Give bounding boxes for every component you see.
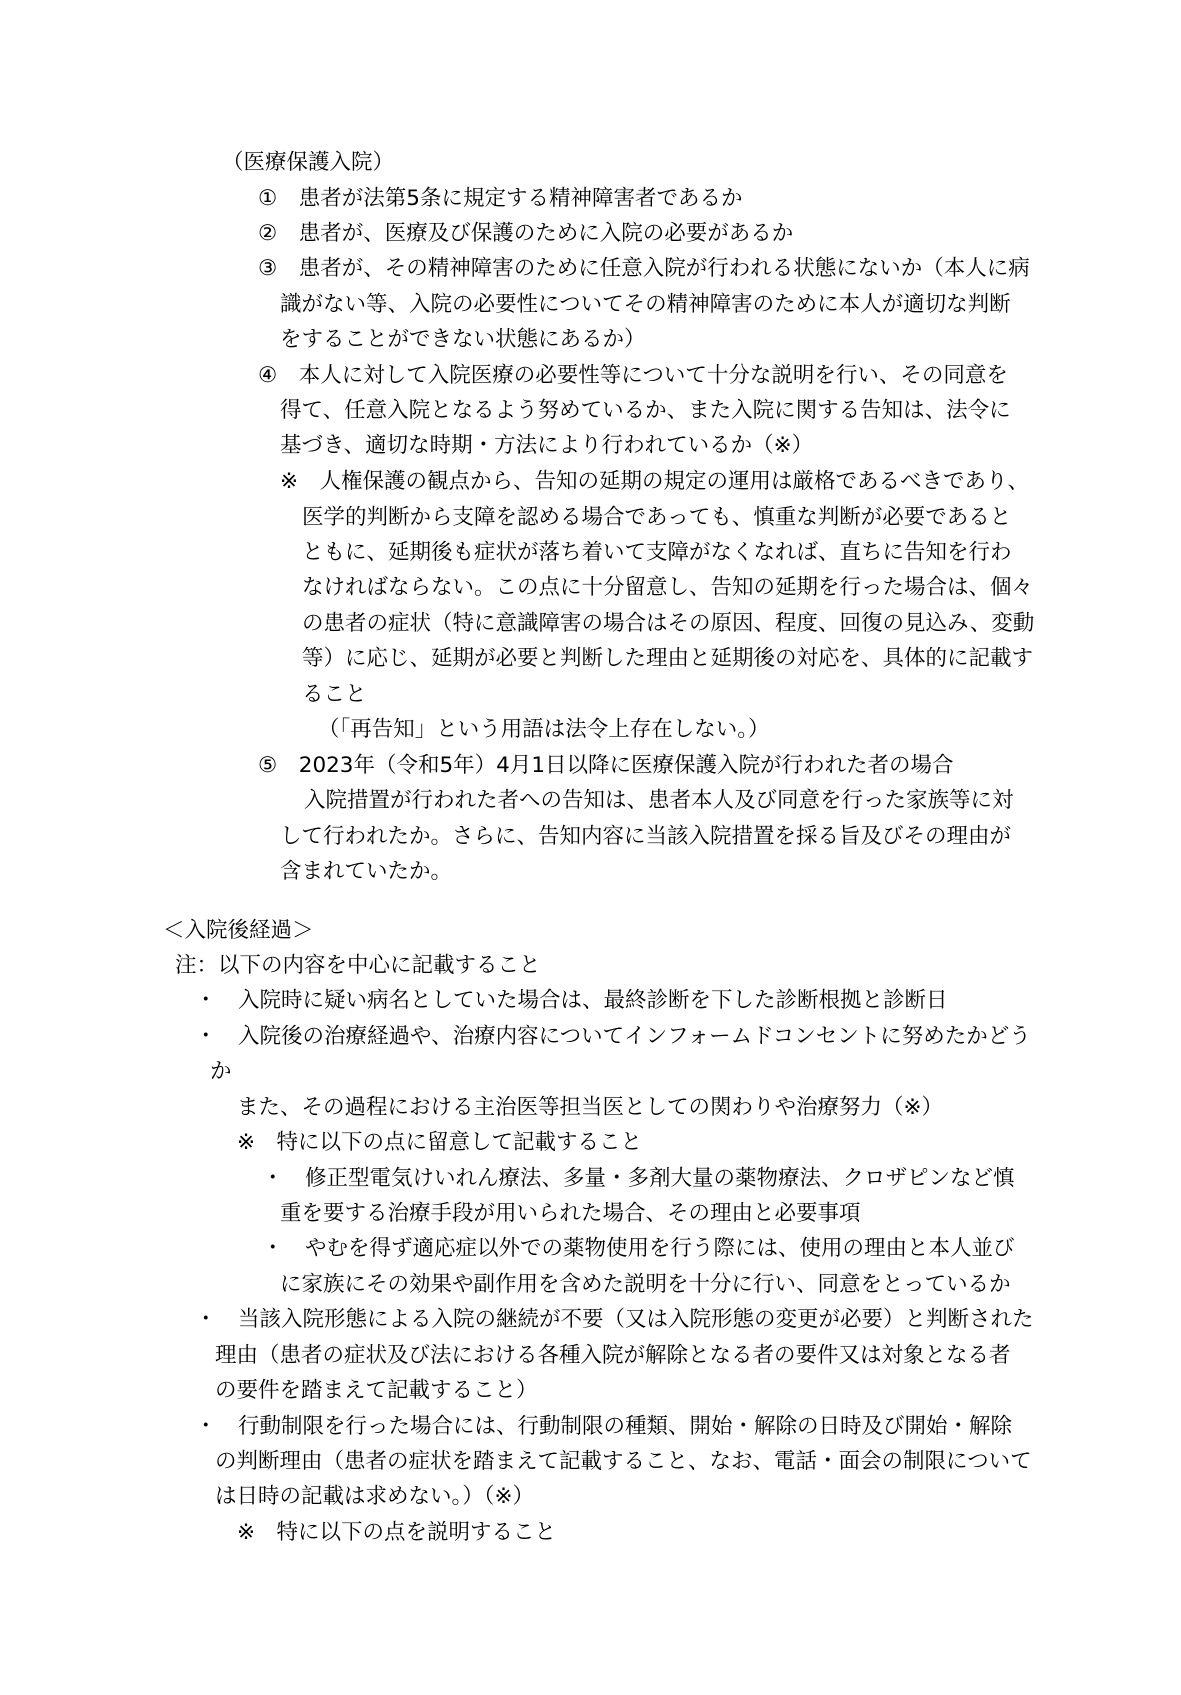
- note: ※ 人権保護の観点から、告知の延期の規定の運用は厳格であるべきであり、: [280, 469, 1030, 494]
- criteria-item-5-body: して行われたか。さらに、告知内容に当該入院措置を採る旨及びその理由が: [280, 824, 1012, 849]
- note-cont: 等）に応じ、延期が必要と判断した理由と延期後の対応を、具体的に記載す: [302, 646, 1034, 671]
- sub-bullet-item-cont: に家族にその効果や副作用を含めた説明を十分に行い、同意をとっているか: [280, 1272, 1011, 1297]
- instruction-note: 注：以下の内容を中心に記載すること: [175, 953, 541, 978]
- bullet-item-cont: の判断理由（患者の症状を踏まえて記載すること、なお、電話・面会の制限について: [215, 1449, 1032, 1474]
- sub-note: ※ 特に以下の点に留意して記載すること: [237, 1130, 643, 1155]
- criteria-item-3: ③ 患者が、その精神障害のために任意入院が行われる状態にないか（本人に病: [258, 256, 1030, 281]
- sub-bullet-item-cont: 重を要する治療手段が用いられた場合、その理由と必要事項: [280, 1201, 861, 1226]
- bullet-item-cont: 理由（患者の症状及び法における各種入院が解除となる者の要件又は対象となる者: [215, 1343, 1011, 1368]
- bullet-item: ・ 入院時に疑い病名としていた場合は、最終診断を下した診断根拠と診断日: [195, 988, 948, 1013]
- sub-note: ※ 特に以下の点を説明すること: [237, 1520, 557, 1545]
- note-cont: 医学的判断から支障を認める場合であっても、慎重な判断が必要であると: [302, 505, 1012, 530]
- criteria-item-5-body: 含まれていたか。: [280, 859, 453, 884]
- bullet-item: ・ 入院後の治療経過や、治療内容についてインフォームドコンセントに努めたかどう: [195, 1024, 1031, 1049]
- bullet-item-cont: の要件を踏まえて記載すること）: [215, 1378, 538, 1403]
- note-cont: の患者の症状（特に意識障害の場合はその原因、程度、回復の見込み、変動: [302, 611, 1035, 636]
- bullet-item-cont: また、その過程における主治医等担当医としての関わりや治療努力（※）: [237, 1095, 944, 1120]
- bullet-item: ・ 行動制限を行った場合には、行動制限の種類、開始・解除の日時及び開始・解除: [195, 1414, 1013, 1439]
- note-cont: ともに、延期後も症状が落ち着いて支障がなくなれば、直ちに告知を行わ: [302, 540, 1012, 565]
- note-cont: ること: [302, 682, 367, 707]
- sub-bullet-item: ・ 修正型電気けいれん療法、多量・多剤大量の薬物療法、クロザピンなど慎: [262, 1166, 1015, 1191]
- criteria-item-5-body: 入院措置が行われた者への告知は、患者本人及び同意を行った家族等に対: [304, 788, 1014, 813]
- section-heading: （医療保護入院）: [222, 150, 395, 175]
- bullet-item-cont: か: [210, 1059, 232, 1084]
- criteria-item-1: ① 患者が法第5条に規定する精神障害者であるか: [258, 186, 743, 211]
- section-heading: ＜入院後経過＞: [163, 918, 314, 943]
- criteria-item-5: ⑤ 2023年（令和5年）4月1日以降に医療保護入院が行われた者の場合: [258, 753, 954, 778]
- criteria-item-4: ④ 本人に対して入院医療の必要性等について十分な説明を行い、その同意を: [258, 363, 1008, 388]
- criteria-item-3-cont: 識がない等、入院の必要性についてその精神障害のために本人が適切な判断: [280, 292, 1011, 317]
- bullet-item: ・ 当該入院形態による入院の継続が不要（又は入院形態の変更が必要）と判断された: [195, 1307, 1034, 1332]
- sub-bullet-item: ・ やむを得ず適応症以外での薬物使用を行う際には、使用の理由と本人並び: [262, 1236, 1015, 1261]
- criteria-item-4-cont: 基づき、適切な時期・方法により行われているか（※）: [280, 433, 814, 458]
- criteria-item-3-cont: をすることができない状態にあるか）: [280, 327, 646, 352]
- note-remark: （「再告知」という用語は法令上存在しない。）: [318, 717, 770, 742]
- criteria-item-2: ② 患者が、医療及び保護のために入院の必要があるか: [258, 221, 794, 246]
- criteria-item-4-cont: 得て、任意入院となるよう努めているか、また入院に関する告知は、法令に: [280, 398, 1011, 423]
- bullet-item-cont: は日時の記載は求めない。）（※）: [215, 1484, 535, 1509]
- note-cont: なければならない。この点に十分留意し、告知の延期を行った場合は、個々: [302, 575, 1034, 600]
